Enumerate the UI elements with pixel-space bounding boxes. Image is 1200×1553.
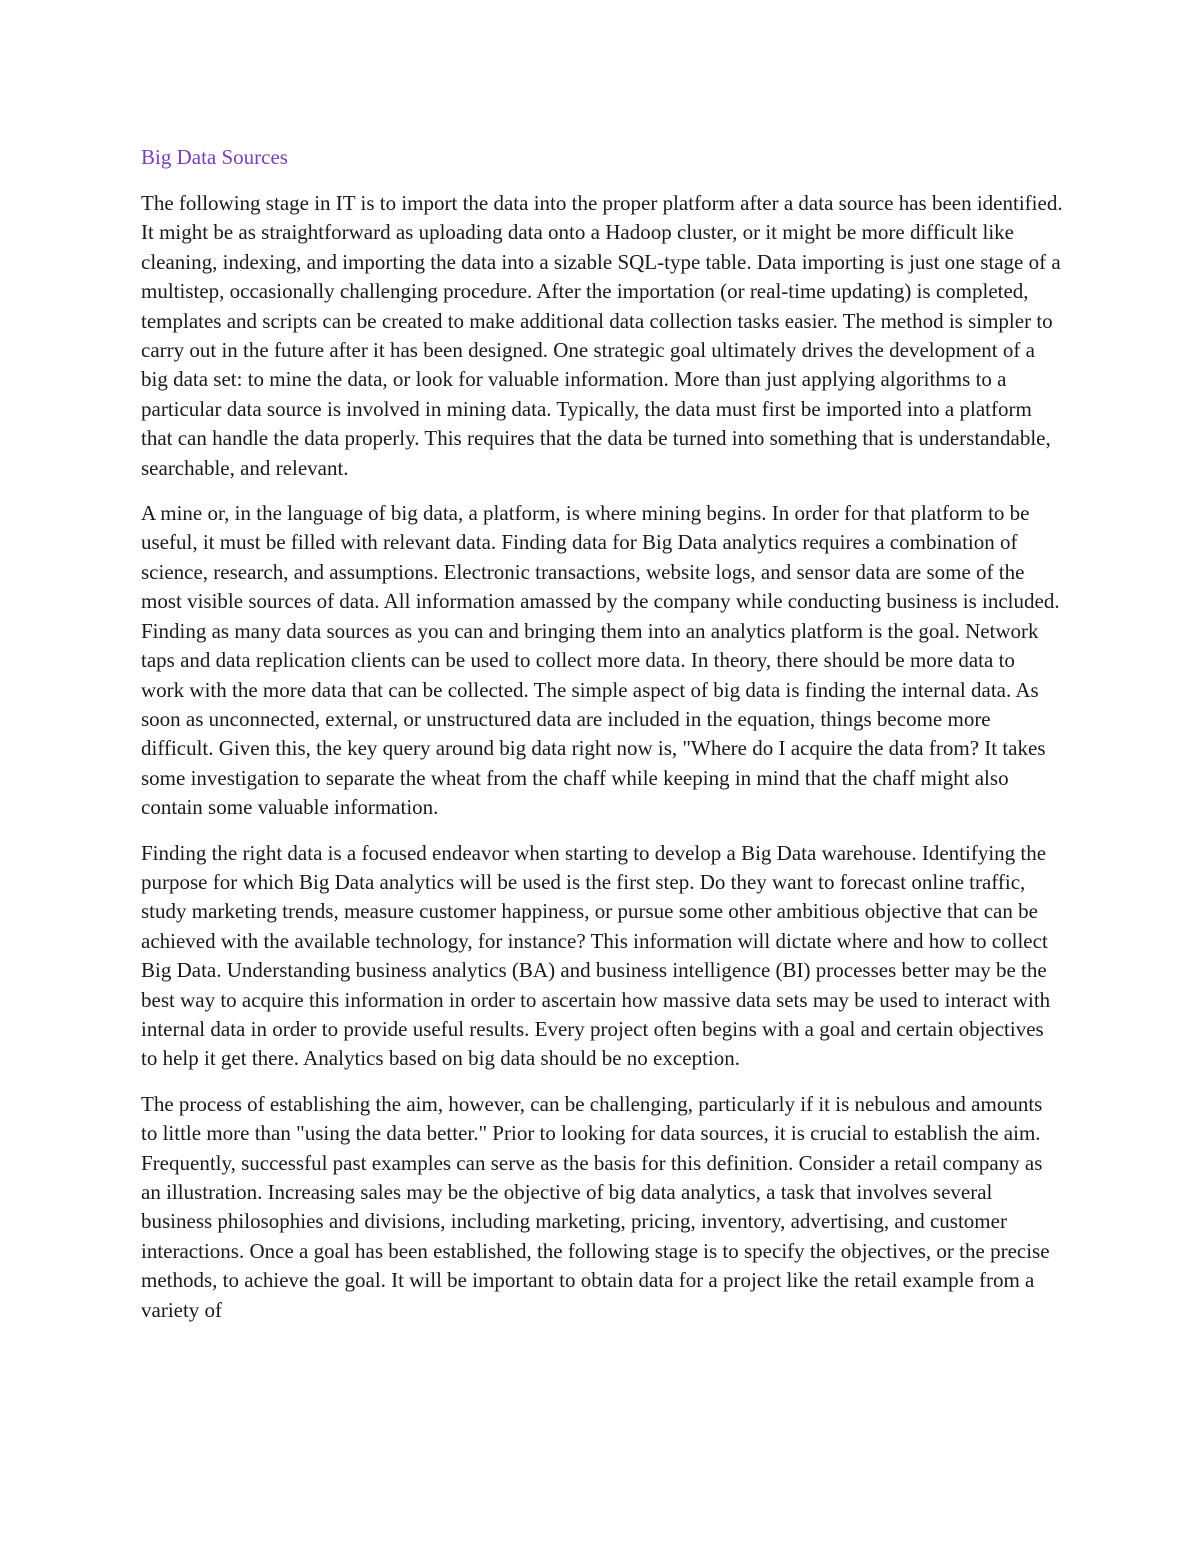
paragraph-1: The following stage in IT is to import the data into the proper platform after a data source has been identified. It might be as straightforward as uploading data onto a Hadoop cluster, or it might be more difficult like cleaning, indexing, and importing the data into a sizable SQL-type table. Data importing is just one stage of a multistep, occasionally challenging procedure. After the importation (or real-time updating) is completed, templates and scripts can be created to make additional data collection tasks easier. The method is simpler to carry out in the future after it has been designed. One strategic goal ultimately drives the development of a big data set: to mine the data, or look for valuable information. More than just applying algorithms to a particular data source is involved in mining data. Typically, the data must first be imported into a platform that can handle the data properly. This requires that the data be turned into something that is understandable, searchable, and relevant. (141, 191, 1063, 480)
document-body (141, 143, 1063, 1341)
paragraph-2: A mine or, in the language of big data, a platform, is where mining begins. In order for that platform to be useful, it must be filled with relevant data. Finding data for Big Data analytics requires a combination of science, research, and assumptions. Electronic transactions, website logs, and sensor data are some of the most visible sources of data. All information amassed by the company while conducting business is included. Finding as many data sources as you can and bringing them into an analytics platform is the goal. Network taps and data replication clients can be used to collect more data. In theory, there should be more data to work with the more data that can be collected. The simple aspect of big data is finding the internal data. As soon as unconnected, external, or unstructured data are included in the equation, things become more difficult. Given this, the key query around big data right now is, "Where do I acquire the data from? It takes some investigation to separate the wheat from the chaff while keeping in mind that the chaff might also contain some valuable information. (141, 501, 1060, 820)
paragraph-3: Finding the right data is a focused endeavor when starting to develop a Big Data warehouse. Identifying the purpose for which Big Data analytics will be used is the first step. Do they want to forecast online traffic, study marketing trends, measure customer happiness, or pursue some other ambitious objective that can be achieved with the available technology, for instance? This information will dictate where and how to collect Big Data. Understanding business analytics (BA) and business intelligence (BI) processes better may be the best way to acquire this information in order to ascertain how massive data sets may be used to interact with internal data in order to provide useful results. Every project often begins with a goal and certain objectives to help it get there. Analytics based on big data should be no exception. (141, 840, 1051, 1071)
paragraph-4: The process of establishing the aim, however, can be challenging, particularly if it is nebulous and amounts to little more than "using the data better." Prior to looking for data sources, it is crucial to establish the aim. Frequently, successful past examples can serve as the basis for this definition. Consider a retail company as an illustration. Increasing sales may be the objective of big data analytics, a task that involves several business philosophies and divisions, including marketing, pricing, inventory, advertising, and customer interactions. Once a goal has been established, the following stage is to specify the objectives, or the precise methods, to achieve the goal. It will be important to obtain data for a project like the retail example from a variety of (141, 1091, 1050, 1322)
document-heading: Big Data Sources (141, 145, 288, 169)
